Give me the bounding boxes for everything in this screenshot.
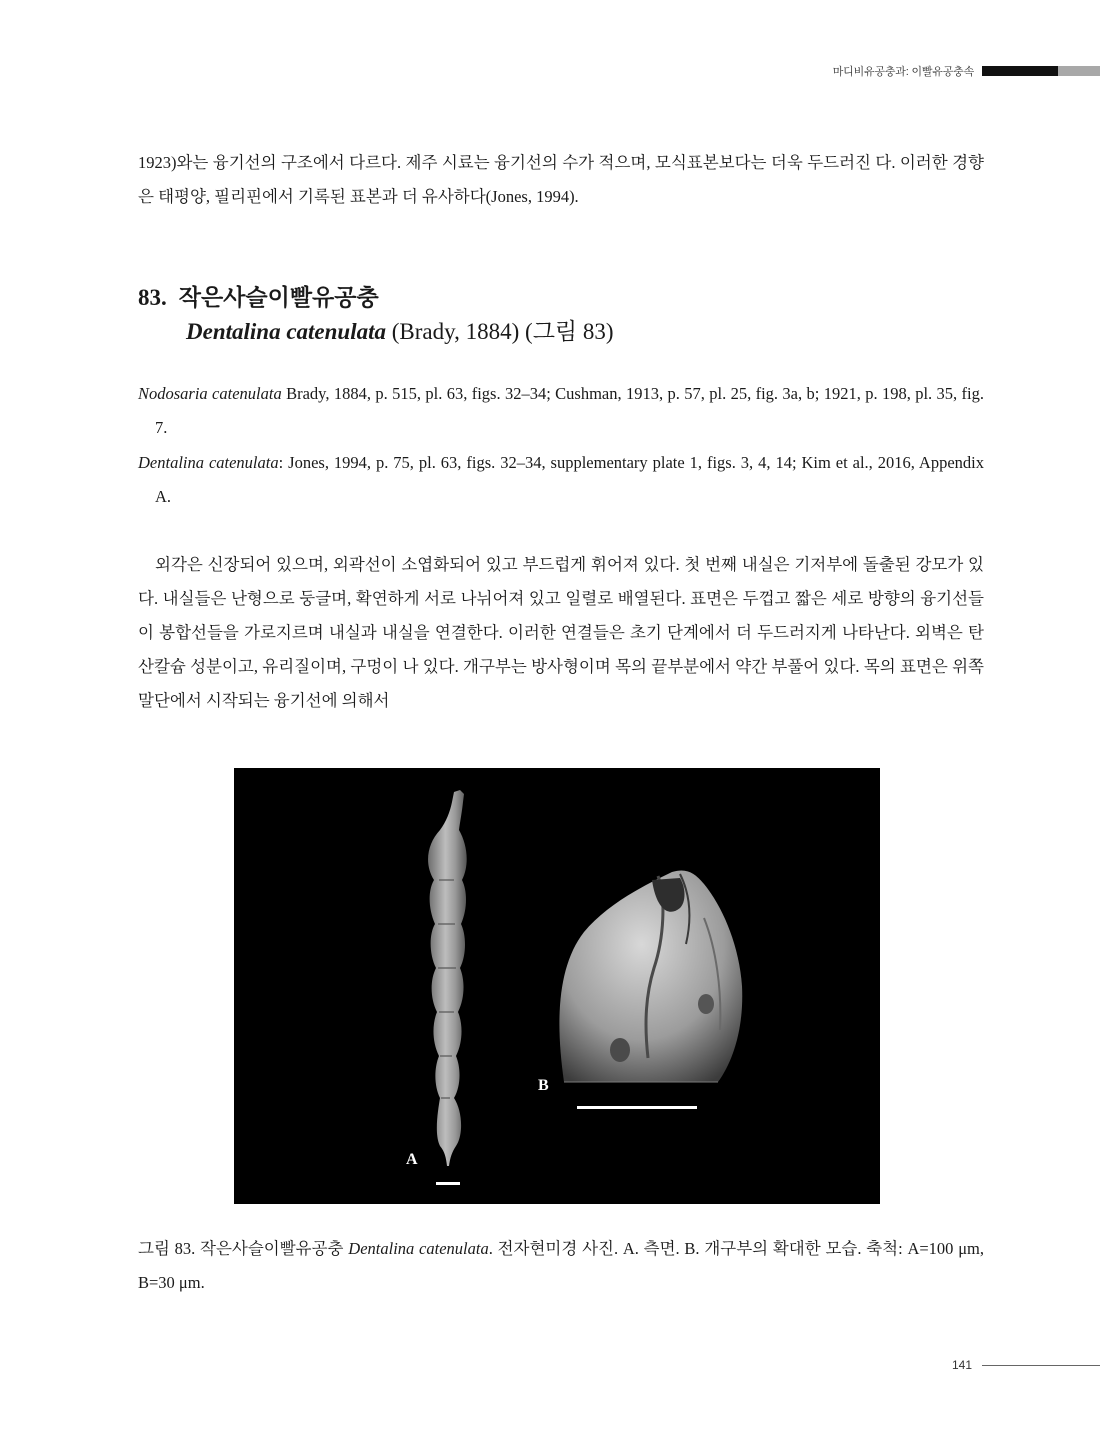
caption-suffix: . 전자현미경 사진. A. 측면. B. 개구부의 확대한 모습. 축척: A=100 μm, B=30 μm.: [138, 1239, 984, 1292]
scale-bar-b: [577, 1106, 697, 1109]
sem-figure-83: [234, 768, 880, 1204]
synonymy-entry: [138, 377, 984, 445]
synonymy-refs: Brady, 1884, p. 515, pl. 63, figs. 32–34; Cushman, 1913, p. 57, pl. 25, fig. 3a, b; 1921, p. 198, pl. 35, fig. 7.: [155, 384, 985, 437]
synonymy-refs: Jones, 1994, p. 75, pl. 63, figs. 32–34, supplementary plate 1, figs. 3, 4, 14; Kim et al., 2016, Appendix A.: [155, 453, 984, 506]
caption-prefix: 그림 83. 작은사슬이빨유공충: [138, 1239, 349, 1258]
species-number: 83.: [138, 285, 167, 310]
figure-label-b: B: [538, 1077, 549, 1094]
scale-bar-a: [436, 1182, 460, 1185]
caption-taxon: Dentalina catenulata: [348, 1239, 489, 1258]
continued-paragraph: 1923)와는 융기선의 구조에서 다르다. 제주 시료는 융기선의 수가 적으며, 모식표본보다는 더욱 두드러진 다. 이러한 경향은 태평양, 필리핀에서 기록된 표본과 더 유사하다(Jones, 1994).: [138, 153, 984, 206]
species-korean-name: 작은사슬이빨유공충: [178, 285, 379, 310]
page-footer: [952, 1358, 1100, 1372]
synonymy-entry: [138, 446, 984, 514]
species-figure-ref: (그림 83): [525, 319, 614, 344]
figure-caption: [138, 1232, 984, 1300]
synonymy-taxon: Dentalina catenulata: [138, 453, 279, 472]
sem-photographs: [234, 768, 880, 1204]
synonymy-separator: :: [278, 453, 289, 472]
species-heading: [138, 282, 614, 350]
description-paragraph: 외각은 신장되어 있으며, 외곽선이 소엽화되어 있고 부드럽게 휘어져 있다. 첫 번째 내실은 기저부에 돌출된 강모가 있다. 내실들은 난형으로 둥글며, 확연하게 서로 나뉘어져 있고 일렬로 배열된다. 표면은 두껍고 짧은 세로 방향의 융기선들이 봉합선들을 가로지르며 내실과 내실을 연결한다. 이러한 연결들은 초기 단계에서 더 두드러지게 나타난다. 외벽은 탄산칼슘 성분이고, 유리질이며, 구멍이 나 있다. 개구부는 방사형이며 목의 끝부분에서 약간 부풀어 있다. 목의 표면은 위쪽 말단에서 시작되는 융기선에 의해서: [138, 555, 984, 710]
figure-label-a: A: [406, 1151, 418, 1168]
running-header: [833, 64, 1100, 78]
footer-rule: [982, 1365, 1100, 1366]
species-scientific-name: Dentalina catenulata: [186, 319, 386, 344]
running-header-text: 마디비유공충과: 이빨유공충속: [832, 66, 974, 78]
header-bar-dark: [982, 66, 1058, 76]
synonymy-taxon: Nodosaria catenulata: [138, 384, 282, 403]
page-number: 141: [951, 1358, 972, 1372]
species-authority: (Brady, 1884): [391, 319, 520, 344]
specimen-b-aperture: [559, 871, 742, 1083]
specimen-a-test: [428, 790, 467, 1166]
header-bar-gray: [1058, 66, 1100, 76]
